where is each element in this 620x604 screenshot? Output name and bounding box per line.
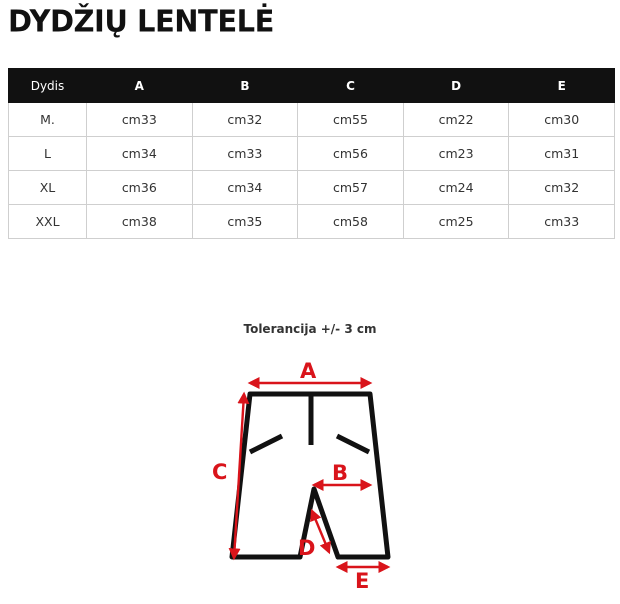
size-cell: XXL bbox=[9, 205, 87, 239]
label-e: E bbox=[355, 569, 370, 593]
value-cell: cm34 bbox=[87, 137, 193, 171]
header-d: D bbox=[403, 69, 509, 103]
header-b: B bbox=[192, 69, 298, 103]
label-b: B bbox=[332, 461, 349, 485]
label-c: C bbox=[212, 460, 228, 484]
value-cell: cm34 bbox=[192, 171, 298, 205]
shorts-outline-icon bbox=[232, 394, 388, 557]
size-cell: XL bbox=[9, 171, 87, 205]
value-cell: cm33 bbox=[509, 205, 615, 239]
value-cell: cm33 bbox=[192, 137, 298, 171]
table-row bbox=[9, 137, 615, 171]
label-a: A bbox=[300, 359, 317, 383]
value-cell: cm31 bbox=[509, 137, 615, 171]
label-d: D bbox=[298, 536, 316, 560]
value-cell: cm55 bbox=[298, 103, 404, 137]
value-cell: cm24 bbox=[403, 171, 509, 205]
value-cell: cm35 bbox=[192, 205, 298, 239]
size-table bbox=[8, 68, 615, 239]
table-row bbox=[9, 205, 615, 239]
value-cell: cm22 bbox=[403, 103, 509, 137]
value-cell: cm25 bbox=[403, 205, 509, 239]
value-cell: cm32 bbox=[192, 103, 298, 137]
value-cell: cm32 bbox=[509, 171, 615, 205]
value-cell: cm30 bbox=[509, 103, 615, 137]
size-cell: L bbox=[9, 137, 87, 171]
value-cell: cm23 bbox=[403, 137, 509, 171]
value-cell: cm56 bbox=[298, 137, 404, 171]
page-title: DYDŽIŲ LENTELĖ bbox=[8, 3, 274, 39]
shorts-measurement-diagram bbox=[200, 352, 410, 598]
table-row bbox=[9, 171, 615, 205]
table-row bbox=[9, 103, 615, 137]
value-cell: cm38 bbox=[87, 205, 193, 239]
value-cell: cm57 bbox=[298, 171, 404, 205]
value-cell: cm58 bbox=[298, 205, 404, 239]
header-a: A bbox=[87, 69, 193, 103]
value-cell: cm36 bbox=[87, 171, 193, 205]
value-cell: cm33 bbox=[87, 103, 193, 137]
table-header-row bbox=[9, 69, 615, 103]
tolerance-note: Tolerancija +/- 3 cm bbox=[243, 322, 377, 336]
header-e: E bbox=[509, 69, 615, 103]
header-c: C bbox=[298, 69, 404, 103]
size-cell: M. bbox=[9, 103, 87, 137]
header-dydis: Dydis bbox=[9, 69, 87, 103]
